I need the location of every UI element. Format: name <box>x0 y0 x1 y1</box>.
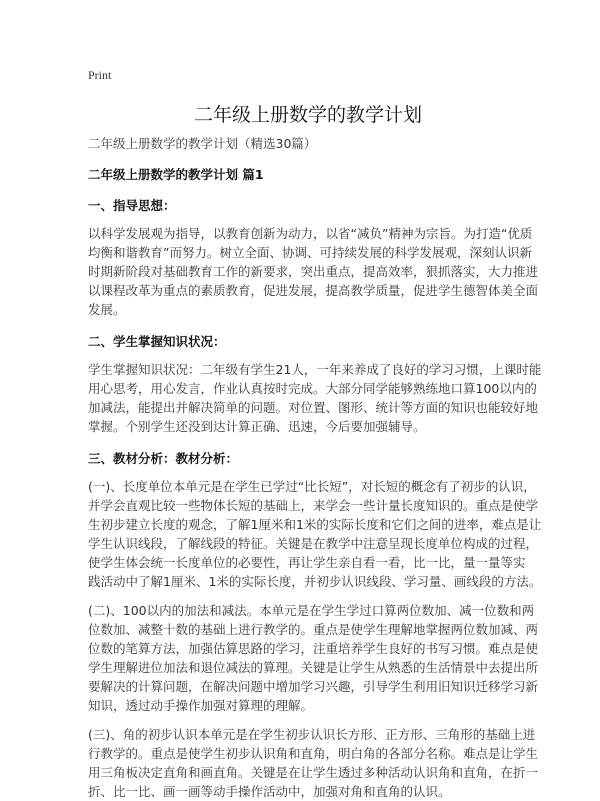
paragraph <box>88 224 539 319</box>
section-heading: 二、学生掌握知识状况： <box>88 334 226 349</box>
paragraph-line: 以课程改革为重点的素质教育，促进发展，提高教学质量，促进学生德智体美全面 <box>88 283 539 298</box>
document-title: 二年级上册数学的教学计划 <box>193 104 422 126</box>
paragraph <box>88 477 542 591</box>
paragraph-line: 位数的笔算方法，加强估算思路的学习，注重培养学生良好的书写习惯。难点是使 <box>88 641 539 656</box>
paragraph-line: (三)、角的初步认识本单元是在学生初步认识长方形、正方形、三角形的基础上进 <box>88 727 536 742</box>
section-heading: 三、教材分析：教材分析： <box>88 451 239 466</box>
paragraph-line: 位数加、减整十数的基础上进行教学的。重点是使学生理解地掌握两位数加减、两 <box>88 622 539 637</box>
paragraph-line: 发展。 <box>88 302 126 317</box>
paragraph-line: (一)、长度单位本单元是在学生已学过“比长短”，对长短的概念有了初步的认识， <box>88 479 536 494</box>
paragraph-line: 掌握。个别学生还没到达计算正确、迅速，今后要加强辅导。 <box>88 419 426 434</box>
paragraph-line: (二)、100以内的加法和减法。本单元是在学生学过口算两位数加、减一位数和两 <box>88 603 535 618</box>
paragraph-line: 用三角板决定直角和画直角。关键是在让学生透过多种活动认识角和直角，在折一 <box>88 765 539 780</box>
document-page <box>88 68 542 801</box>
paragraph-line: 使学生体会统一长度单位的必要性，再让学生亲自看一看，比一比，量一量等实 <box>88 555 526 570</box>
paragraph <box>88 725 539 801</box>
paragraph-line: 行教学的。重点是使学生初步认识角和直角，明白角的各部分名称。难点是让学生 <box>88 746 539 761</box>
paragraph-line: 知识，透过动手操作加强对算理的理解。 <box>88 698 314 713</box>
print-label: Print <box>88 68 112 82</box>
sections <box>88 196 542 801</box>
paragraph <box>88 601 539 715</box>
document-subtitle: 二年级上册数学的教学计划（精选30篇） <box>88 136 317 151</box>
section-heading: 一、指导思想： <box>88 198 176 213</box>
paragraph-line: 生初步建立长度的观念，了解1厘米和1米的实际长度和它们之间的进率，难点是让 <box>88 517 542 532</box>
paragraph-line: 用心思考，用心发言，作业认真按时完成。大部分同学能够熟练地口算100以内的 <box>88 381 537 396</box>
paragraph-line: 加减法，能提出并解决简单的问题。对位置、图形、统计等方面的知识也能较好地 <box>88 400 539 415</box>
article-heading: 二年级上册数学的教学计划 篇1 <box>88 167 264 182</box>
paragraph <box>88 360 542 436</box>
paragraph-line: 时期新阶段对基础教育工作的新要求，突出重点，提高效率，狠抓落实，大力推进 <box>88 264 539 279</box>
paragraph-line: 学生掌握知识状况：二年级有学生21人，一年来养成了良好的学习习惯，上课时能 <box>88 362 542 377</box>
paragraph-line: 学生认识线段，了解线段的特征。关键是在教学中注意呈现长度单位构成的过程， <box>88 536 539 551</box>
paragraph-line: 并学会直观比较一些物体长短的基础上，来学会一些计量长度知识的。重点是使学 <box>88 498 539 513</box>
paragraph-line: 以科学发展观为指导，以教育创新为动力，以省“减负”精神为宗旨。为打造“优质 <box>88 226 533 241</box>
paragraph-line: 践活动中了解1厘米、1米的实际长度，并初步认识线段、学习量、画线段的方法。 <box>88 574 542 589</box>
paragraph-line: 折、比一比、画一画等动手操作活动中，加强对角和直角的认识。 <box>88 784 451 799</box>
paragraph-line: 要解决的计算问题，在解决问题中增加学习兴趣，引导学生利用旧知识迁移学习新 <box>88 679 539 694</box>
paragraph-line: 均衡和谐教育”而努力。树立全面、协调、可持续发展的科学发展观，深刻认识新 <box>88 245 532 260</box>
paragraph-line: 学生理解进位加法和退位减法的算理。关键是让学生从熟悉的生活情景中去提出所 <box>88 660 539 675</box>
